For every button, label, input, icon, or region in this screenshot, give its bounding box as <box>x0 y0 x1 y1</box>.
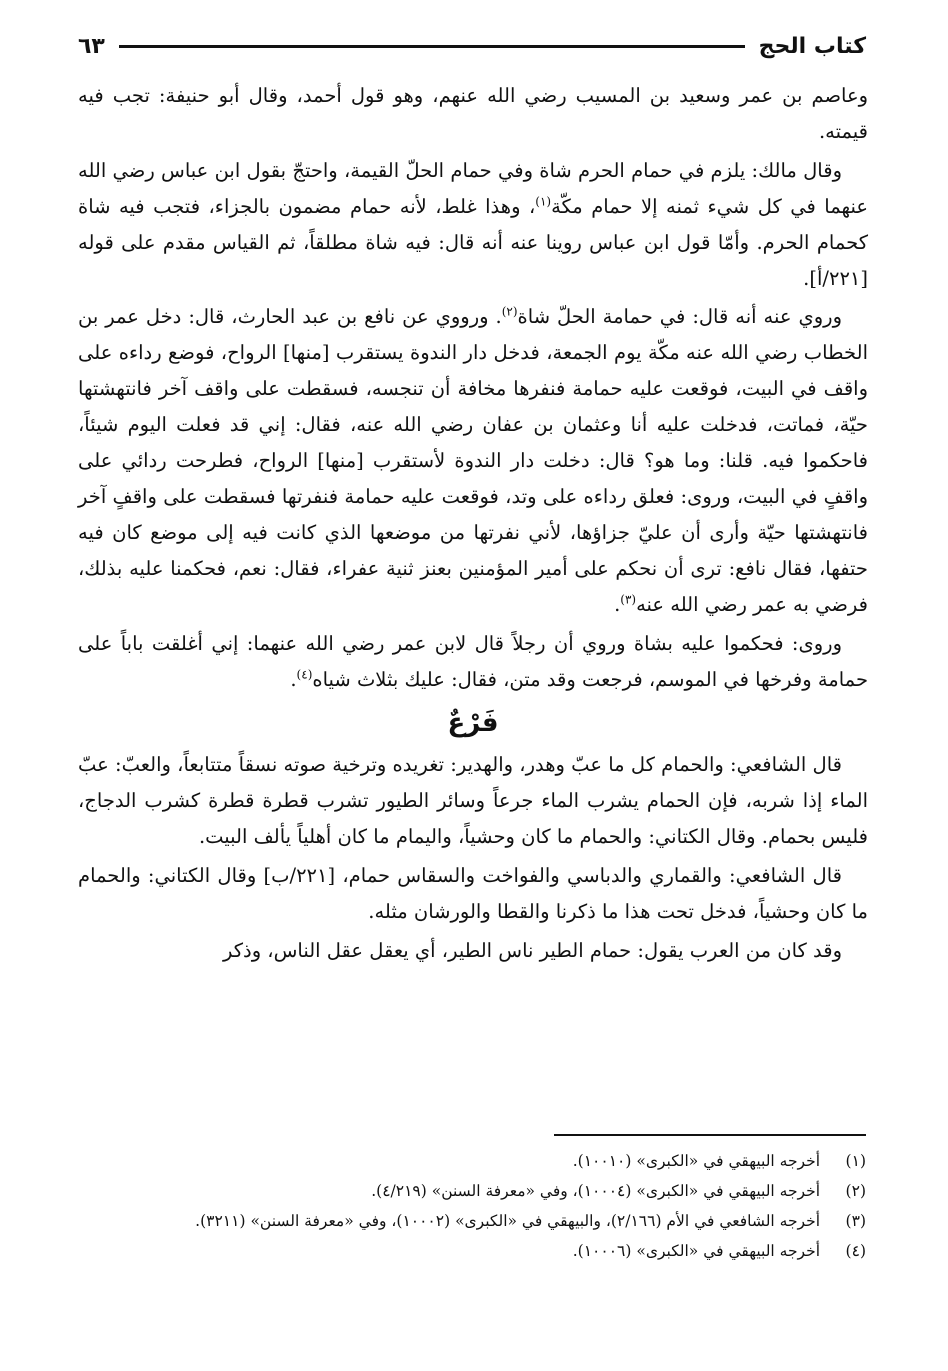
footnote-ref: (٣) <box>620 592 637 607</box>
running-title: كتاب الحج <box>758 33 866 59</box>
paragraph: وقد كان من العرب يقول: حمام الطير ناس الطير، أي يعقل عقل الناس، وذكر <box>222 938 842 962</box>
footnote-separator <box>554 1134 866 1136</box>
main-text <box>78 78 868 969</box>
footnote-text: أخرجه البيهقي في «الكبرى» (١٠٠٠٤)، وفي «معرفة السنن» (٤/٢١٩). <box>371 1182 820 1200</box>
header-rule <box>119 45 745 48</box>
footnote-number: (٣) <box>845 1212 866 1230</box>
footnote <box>80 1237 866 1266</box>
paragraph: وروى: فحكموا عليه بشاة وروي أن رجلاً قال لابن عمر رضي الله عنهما: إني أغلقت باباً على حمامة وفرخها في الموسم، فرجعت وقد متن، فقال: عليك بثلاث شياه$^{(٤)}$. <box>78 631 868 691</box>
section-heading: فَرْعٌ <box>447 708 499 739</box>
footnote-ref: (٢) <box>501 304 518 319</box>
paragraph: وقال مالك: يلزم في حمام الحرم شاة وفي حمام الحلّ القيمة، واحتجّ بقول ابن عباس رضي الله عنهما في كل شيء ثمنه إلا حمام مكّة$^{(١)}$، وهذا غلط، لأنه حمام مضمون بالجزاء، فتجب فيه شاة كحمام الحرم. وأمّا قول ابن عباس روينا عنه أنه قال: فيه شاة مطلقاً، ثم القياس مقدم على قوله [٢٢١/أ]. <box>78 158 868 290</box>
footnote-ref: (٤) <box>296 667 313 681</box>
footnote <box>80 1147 866 1176</box>
footnote-number: (١) <box>845 1152 866 1170</box>
paragraph: وروي عنه أنه قال: في حمامة الحلّ شاة$^{(٢)}$. ورووي عن نافع بن عبد الحارث، قال: دخل عمر بن الخطاب رضي الله عنه مكّة يوم الجمعة، فدخل دار الندوة يستقرب [منها] الرواح، فوضع رداءه على واقف في البيت، فوقعت عليه حمامة فنفرها مخافة أن تنجسه، فسقطت على واقف آخر فانتهشتها حيّة، فماتت، فدخلت عليه أنا وعثمان بن عفان رضي الله عنه، فقال: إني قد فعلت اليوم شيئاً، فاحكموا فيه. قلنا: وما هو؟ قال: دخلت دار الندوة لأستقرب [منها] الرواح، فطرحت ردائي على واقفٍ في البيت، وروى: فعلق رداءه على وتد، فوقعت عليه حمامة فنفرتها فسقطت على واقفٍ آخر فانتهشتها حيّة وأرى أن عليّ جزاؤها، لأني نفرتها من موضعها الذي كانت فيه إلى موضع كان فيه حتفها، فقال نافع: ترى أن نحكم على أمير المؤمنين بعنز ثنية عفراء، فقال: نعم، فحكمنا عليه بذلك، فرضي به عمر رضي الله عنه$^{(٣)}$. <box>78 304 868 616</box>
page-header <box>78 28 866 64</box>
footnote-ref: (١) <box>535 194 552 209</box>
footnote-number: (٢) <box>845 1182 866 1200</box>
footnote-text: أخرجه البيهقي في «الكبرى» (١٠٠٠٦). <box>572 1242 820 1260</box>
footnote-number: (٤) <box>845 1242 866 1260</box>
footnote-text: أخرجه الشافعي في الأم (٢/١٦٦)، والبيهقي في «الكبرى» (١٠٠٠٢)، وفي «معرفة السنن» (٣٢١١). <box>195 1212 820 1230</box>
paragraph: قال الشافعي: والحمام كل ما عبّ وهدر، والهدير: تغريده وترخية صوته نسقاً متتابعاً، والعبّ: عبّ الماء إذا شربه، فإن الحمام يشرب الماء جرعاً وسائر الطيور تشرب قطرة قطرة كشرب الدجاج، فليس بحمام. وقال الكتاني: والحمام ما كان وحشياً، واليمام ما كان أهلياً يألف البيت. <box>78 753 868 849</box>
footnote <box>80 1207 866 1236</box>
paragraph: وعاصم بن عمر وسعيد بن المسيب رضي الله عنهم، وهو قول أحمد، وقال أبو حنيفة: تجب فيه قيمته. <box>78 84 868 143</box>
footnote-text: أخرجه البيهقي في «الكبرى» (١٠٠١٠). <box>572 1152 820 1170</box>
footnotes <box>80 1147 866 1267</box>
footnote <box>80 1177 866 1206</box>
paragraph: قال الشافعي: والقماري والدباسي والفواخت والسقاس حمام، [٢٢١/ب] وقال الكتاني: والحمام ما كان وحشياً، فدخل تحت هذا ما ذكرنا والقطا والورشان مثله. <box>78 864 868 924</box>
page-number: ٦٣ <box>78 33 105 59</box>
